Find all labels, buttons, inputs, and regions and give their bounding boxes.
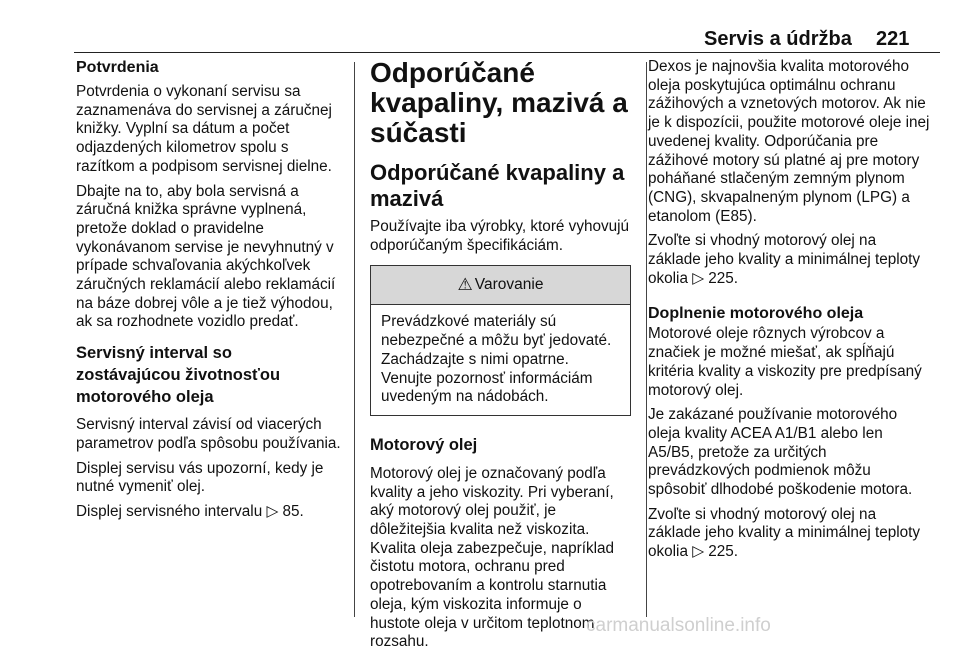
page-number: 221 xyxy=(876,28,910,50)
warning-label: Varovanie xyxy=(474,276,544,294)
reference-page-link[interactable]: 225. xyxy=(708,269,739,287)
heading-service-interval: Servisný interval so zostávajúcou životnosťou motorového oleja xyxy=(76,344,281,407)
warning-header xyxy=(371,266,630,305)
heading-confirmations: Potvrdenia xyxy=(76,59,159,76)
warning-body xyxy=(371,305,630,415)
service-display-paragraph: Displej servisu vás upozorní, kedy je nutné vymeniť olej. xyxy=(76,459,324,496)
column-left xyxy=(76,58,341,528)
oil-choice-reference-1 xyxy=(648,232,930,288)
column-middle xyxy=(370,58,635,658)
watermark: carmanualsonline.info xyxy=(586,615,771,636)
service-interval-paragraph: Servisný interval závisí od viacerých parametrov podľa spôsobu používania. xyxy=(76,416,341,452)
warning-icon: ⚠ xyxy=(457,275,473,295)
column-right xyxy=(648,58,930,568)
oil-prohibited-paragraph: Je zakázané používanie motorového oleja kvality ACEA A1/B1 alebo len A5/B5, pretože za určitých prevádzkových podmienok môžu spôsobiť dlhodobé poškodenie motora. xyxy=(648,406,913,499)
page-ref-arrow-icon: ▷ xyxy=(266,502,279,520)
heading-oil-topup: Doplnenie motorového oleja xyxy=(648,305,864,323)
page-header xyxy=(0,0,960,52)
subtitle-fluids: Odporúčané kvapaliny a mazivá xyxy=(370,160,625,211)
page-ref-arrow-icon: ▷ xyxy=(692,269,704,287)
column-divider-left xyxy=(354,62,355,617)
header-rule xyxy=(74,52,940,53)
warning-text: Prevádzkové materiály sú nebezpečné a môžu byť jedovaté. Zachádzajte s nimi opatrne. Venujte pozornosť informáciám uvedeným na nádobách. xyxy=(381,313,612,406)
reference-text: Displej servisného intervalu xyxy=(76,502,263,520)
reference-page-link[interactable]: 225. xyxy=(708,543,739,561)
oil-choice-reference-2 xyxy=(648,506,930,562)
service-book-paragraph: Dbajte na to, aby bola servisná a záručná knižka správne vyplnená, pretože doklad o pravidelne vykonávanom servise je nevyhnutný v prípade schvaľovania akýchkoľvek záručných reklamácií alebo reklamácií na báze dobrej vôle a je tiež výhodou, ak sa rozhodnete vozidlo predať. xyxy=(76,182,336,331)
warning-box xyxy=(370,265,631,416)
service-interval-display-reference xyxy=(76,503,341,522)
reference-page-link[interactable]: 85. xyxy=(282,502,304,520)
reference-text: Zvoľte si vhodný motorový olej na základe jeho kvality a minimálnej teploty okolia xyxy=(648,505,921,561)
oil-mixing-paragraph: Motorové oleje rôznych výrobcov a značiek je možné miešať, ak spĺňajú kritéria kvality a viskozity pre predpísaný motorový olej. xyxy=(648,325,922,399)
reference-text: Zvoľte si vhodný motorový olej na základe jeho kvality a minimálnej teploty okolia xyxy=(648,232,921,287)
page-ref-arrow-icon: ▷ xyxy=(692,543,704,561)
heading-engine-oil: Motorový olej xyxy=(370,435,478,454)
dexos-paragraph: Dexos je najnovšia kvalita motorového oleja poskytujúca optimálnu ochranu zážihových a vznetových motorov. Ak nie je k dispozícii, použite motorové oleje inej uvedenej kvality. Odporúčania pre zážihové motory sú platné aj pre motory poháňané stlačeným zemným plynom (CNG), skvapalneným plynom (LPG) a etanolom (E85). xyxy=(648,58,930,225)
fluids-intro-paragraph: Používajte iba výrobky, ktoré vyhovujú odporúčaným špecifikáciám. xyxy=(370,218,630,254)
column-divider-right xyxy=(646,62,647,617)
chapter-title: Odporúčané kvapaliny, mazivá a súčasti xyxy=(370,57,628,148)
confirmations-paragraph: Potvrdenia o vykonaní servisu sa zaznamenáva do servisnej a záručnej knižky. Vyplní sa dátum a počet odjazdených kilometrov spolu s razítkom a podpisom servisnej dielne. xyxy=(76,83,332,175)
engine-oil-paragraph: Motorový olej je označovaný podľa kvality a jeho viskozity. Pri vyberaní, aký motorový olej použiť, je dôležitejšia kvalita než viskozita. Kvalita oleja zabezpečuje, napríklad čistotu motora, ochranu pred opotrebovaním a kontrolu starnutia oleja, kým viskozita informuje o hustote oleja v určitom teplotnom rozsahu. xyxy=(370,464,615,651)
section-title: Servis a údržba xyxy=(704,28,852,50)
